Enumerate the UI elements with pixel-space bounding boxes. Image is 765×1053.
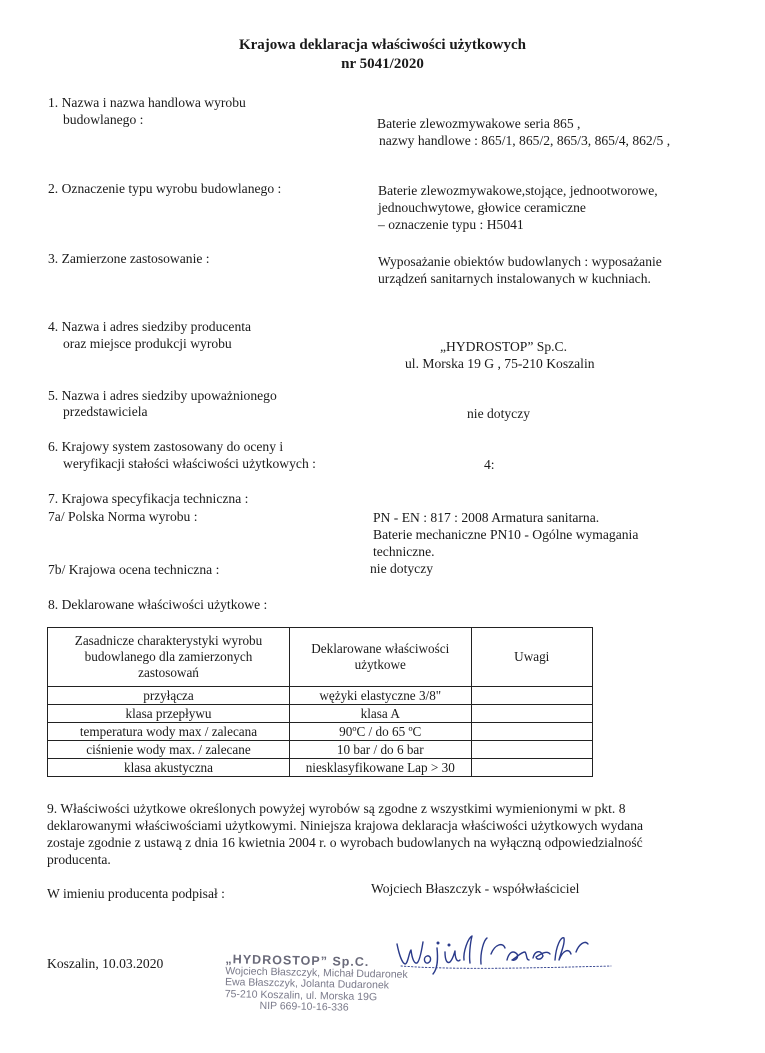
table-row [48, 723, 593, 741]
row-characteristic: temperatura wody max / zalecana [48, 723, 290, 741]
item9-line1: 9. Właściwości użytkowe określonych powyżej wyrobów są zgodne z wszystkimi wymienionymi w pkt. 8 [47, 801, 626, 816]
item4-label-line1: 4. Nazwa i adres siedziby producenta [48, 319, 252, 334]
handwritten-signature [393, 930, 623, 980]
header-declared-line2: użytkowe [354, 657, 406, 672]
item5-label-line2: przedstawiciela [63, 404, 148, 419]
header-characteristics-line2: budowlanego dla zamierzonych [84, 649, 253, 664]
row-value: klasa A [290, 705, 472, 723]
signatory-name: Wojciech Błaszczyk - współwłaściciel [371, 881, 580, 896]
stamp-line2: Ewa Błaszczyk, Jolanta Dudaronek [224, 976, 390, 992]
row-characteristic: klasa akustyczna [48, 759, 290, 777]
properties-table [47, 627, 593, 777]
item2-value-line1: Baterie zlewozmywakowe,stojące, jednootworowe, [378, 183, 658, 198]
item2-value-line3: – oznaczenie typu : H5041 [378, 217, 524, 232]
item7a-value-line1: PN - EN : 817 : 2008 Armatura sanitarna. [373, 510, 600, 525]
document-number: nr 5041/2020 [341, 56, 424, 72]
item6-label-line1: 6. Krajowy system zastosowany do oceny i [48, 439, 284, 454]
stamp-line3: 75-210 Koszalin, ul. Morska 19G [224, 987, 378, 1003]
item9-line4: producenta. [47, 852, 111, 867]
item1-value-line1: Baterie zlewozmywakowe seria 865 , [377, 116, 581, 131]
item4-value-line2: ul. Morska 19 G , 75-210 Koszalin [405, 356, 595, 371]
row-note [471, 687, 592, 705]
header-declared-line1: Deklarowane właściwości [311, 641, 450, 656]
item8-label: 8. Deklarowane właściwości użytkowe : [48, 597, 268, 612]
signed-by-label: W imieniu producenta podpisał : [47, 886, 225, 901]
header-characteristics [48, 628, 290, 687]
row-note [471, 723, 592, 741]
header-characteristics-line1: Zasadnicze charakterystyki wyrobu [74, 633, 263, 648]
item6-value: 4: [484, 457, 495, 472]
header-notes: Uwagi [471, 628, 592, 687]
table-row [48, 687, 593, 705]
item5-value: nie dotyczy [467, 406, 531, 421]
item3-value-line1: Wyposażanie obiektów budowlanych : wyposażanie [378, 254, 662, 269]
item1-label-line2: budowlanego : [63, 112, 144, 127]
item2-value-line2: jednouchwytowe, głowice ceramiczne [378, 200, 586, 215]
document-title: Krajowa deklaracja właściwości użytkowych [238, 37, 527, 53]
row-note [471, 705, 592, 723]
row-value: 10 bar / do 6 bar [290, 741, 472, 759]
item1-label-line1: 1. Nazwa i nazwa handlowa wyrobu [48, 95, 246, 110]
item3-label: 3. Zamierzone zastosowanie : [48, 251, 210, 266]
item7b-value: nie dotyczy [370, 561, 434, 576]
row-characteristic: klasa przepływu [48, 705, 290, 723]
stamp-line4: NIP 669-10-16-336 [259, 999, 349, 1014]
stamp-firm: „HYDROSTOP” Sp.C. [225, 952, 370, 970]
header-characteristics-line3: zastosowań [138, 665, 199, 680]
item7a-value-line3: techniczne. [373, 544, 435, 559]
row-note [471, 759, 592, 777]
item7a-value-line2: Baterie mechaniczne PN10 - Ogólne wymagania [373, 527, 639, 542]
table-row [48, 741, 593, 759]
table-header-row [48, 628, 593, 687]
header-declared [290, 628, 472, 687]
table-row [48, 759, 593, 777]
item3-value-line2: urządzeń sanitarnych instalowanych w kuchniach. [378, 271, 651, 286]
item9-line2: deklarowanymi właściwościami użytkowymi. Niniejsza krajowa deklaracja właściwości użytkowych wydana [47, 818, 644, 833]
row-note [471, 741, 592, 759]
item4-label-line2: oraz miejsce produkcji wyrobu [63, 336, 232, 351]
item4-value-line1: „HYDROSTOP” Sp.C. [440, 339, 568, 354]
company-stamp [224, 954, 408, 1015]
stamp-line1: Wojciech Błaszczyk, Michał Dudaronek [225, 964, 408, 981]
row-characteristic: przyłącza [48, 687, 290, 705]
item7a-label: 7a/ Polska Norma wyrobu : [48, 509, 198, 524]
item9-line3: zostaje zgodnie z ustawą z dnia 16 kwietnia 2004 r. o wyrobach budowlanych na wyłączną odpowiedzialność [47, 835, 643, 850]
row-value: wężyki elastyczne 3/8" [290, 687, 472, 705]
table-row [48, 705, 593, 723]
item7b-label: 7b/ Krajowa ocena techniczna : [48, 562, 220, 577]
item6-label-line2: weryfikacji stałości właściwości użytkowych : [63, 456, 316, 471]
row-value: niesklasyfikowane Lap > 30 [290, 759, 472, 777]
row-characteristic: ciśnienie wody max. / zalecane [48, 741, 290, 759]
place-date: Koszalin, 10.03.2020 [47, 956, 164, 971]
item1-value-line2: nazwy handlowe : 865/1, 865/2, 865/3, 865/4, 862/5 , [379, 133, 671, 148]
item2-label: 2. Oznaczenie typu wyrobu budowlanego : [48, 181, 282, 196]
item7-label: 7. Krajowa specyfikacja techniczna : [48, 491, 249, 506]
item5-label-line1: 5. Nazwa i adres siedziby upoważnionego [48, 388, 277, 403]
row-value: 90ºC / do 65 ºC [290, 723, 472, 741]
